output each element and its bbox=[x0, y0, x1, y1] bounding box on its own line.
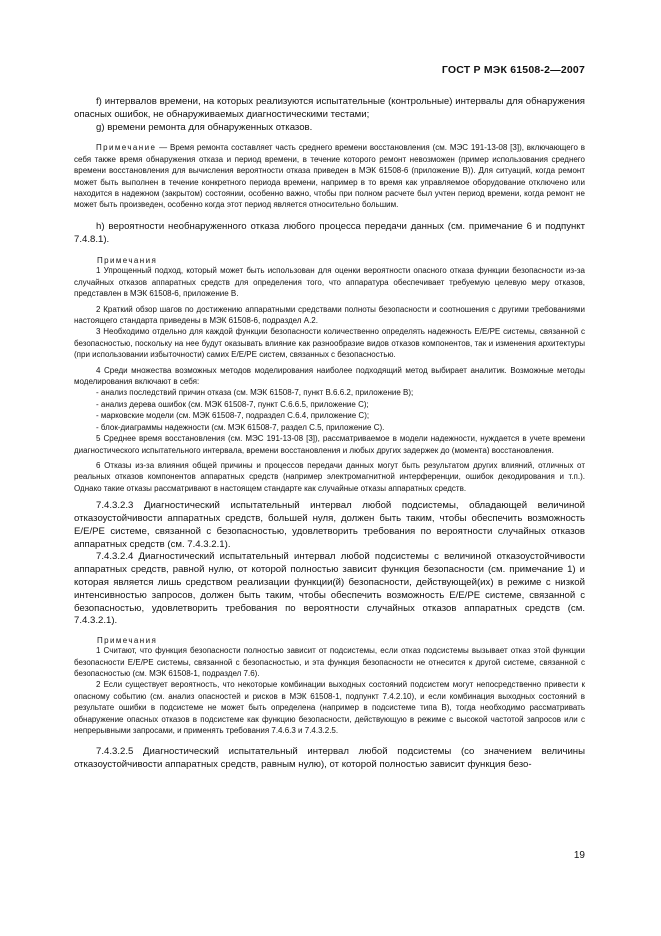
standard-header: ГОСТ Р МЭК 61508-2—2007 bbox=[441, 64, 585, 76]
method-item: - марковские модели (см. МЭК 61508-7, подраздел С.6.4, приложение С); bbox=[96, 411, 370, 421]
note-3: 3 Необходимо отдельно для каждой функции безопасности количественно определять надежность E/E/PE системы, связанной с безопасностью, поскольку на нее будут оказывать влияние как разнообразие видов отказов компонентов, так и изменения архитектуры (при использовании избыточности) самих E/E/PE систем, связанных с безопасностью. bbox=[74, 327, 585, 360]
note-1: 1 Упрощенный подход, который может быть использован для оценки вероятности опасного отказа функции безопасности из-за случайных отказов аппаратных средств для определения того, что аппаратура обеспечивает требуемую целевую меру отказов, представлен в МЭК 61508-6, приложение В. bbox=[74, 266, 585, 299]
repair-time-note bbox=[74, 142, 585, 210]
notes-heading: Примечания bbox=[97, 636, 158, 646]
item-f-paragraph: f) интервалов времени, на которых реализуются испытательные (контрольные) интервалы для обнаружения опасных ошибок, не обнаруживаемых диагностическими тестами; bbox=[74, 96, 585, 120]
note-text: — Время ремонта составляет часть среднего времени восстановления (см. МЭС 191-13-08 [3]), включающего в себя также время обнаружения отказа и период времени, в течение которого ремонт невозможен (пример использования среднего времени восстановления для вычисления вероятности отказа приведен в МЭК 61508-6 (приложение В)). Для ситуаций, когда ремонт может быть выполнен в течение конкретного периода времени, например в то время как управляемое оборудование отключено или находится в надежном (закрытом) состоянии, особенно важно, чтобы при полном расчете был учтен период времени, когда ремонт не может быть произведен, особенно когда этот период является относительно большим. bbox=[74, 143, 585, 210]
clause-7-4-3-2-4: 7.4.3.2.4 Диагностический испытательный интервал любой подсистемы с величиной отказоустойчивости аппаратных средств, равной нулю, от которой полностью зависит функция безопасности (см. примечание 1) и которая является лишь средством реализации функции(й) безопасности, действующей(их) в режиме с низкой интенсивностью запросов, должен быть таким, чтобы обеспечить возможность E/E/PE системе, связанной с безопасностью, удовлетворить требования по вероятности случайных отказов аппаратных средств (см. 7.4.3.2.1). bbox=[74, 551, 585, 627]
note-5: 5 Среднее время восстановления (см. МЭС 191-13-08 [3]), рассматриваемое в модели надежности, нуждается в учете времени диагностического испытательного интервала, времени восстановления и любых других задержек до (момента) восстановления. bbox=[74, 434, 585, 455]
note-2: 2 Если существует вероятность, что некоторые комбинации выходных состояний подсистем могут непосредственно привести к опасному событию (см. анализ опасностей и рисков в МЭК 61508-1, подпункт 7.4.2.10), и если комбинация выходных состояний в результате ошибки в подсистеме не может быть определена (например в подсистеме типа В), тогда необходимо рассматривать обнаружение опасных отказов в подсистеме как функцию безопасности, действующую в режиме с высокой частотой запросов или с непрерывными запросами, и применять требования 7.4.6.3 и 7.4.3.2.5. bbox=[74, 680, 585, 735]
item-h-paragraph: h) вероятности необнаруженного отказа любого процесса передачи данных (см. примечание 6 и подпункт 7.4.8.1). bbox=[74, 220, 585, 245]
page-number: 19 bbox=[573, 850, 585, 861]
note-4: 4 Среди множества возможных методов моделирования наиболее подходящий метод выбирает аналитик. Возможные методы моделирования включают в себя: bbox=[74, 365, 585, 387]
clause-7-4-3-2-3: 7.4.3.2.3 Диагностический испытательный интервал любой подсистемы, обладающей величиной отказоустойчивости аппаратных средств, большей нуля, должен быть таким, чтобы обеспечить возможность E/E/PE системе, связанной с безопасностью, удовлетворить требования по вероятности случайных отказов аппаратных средств (см. 7.4.3.2.1). bbox=[74, 500, 585, 550]
note-label: Примечание bbox=[96, 143, 157, 153]
page-body bbox=[74, 96, 585, 772]
item-g-paragraph: g) времени ремонта для обнаруженных отказов. bbox=[96, 121, 313, 133]
clause-7-4-3-2-5: 7.4.3.2.5 Диагностический испытательный интервал любой подсистемы (со значением величины отказоустойчивости аппаратных средств, равным нулю), от которой полностью зависит функция безо- bbox=[74, 746, 585, 771]
note-6: 6 Отказы из-за влияния общей причины и процессов передачи данных могут быть результатом других влияний, отличных от реальных отказов компонентов аппаратных средств (например электромагнитной интерференции, ошибок декодирования и т.п.). Однако такие отказы рассматривают в настоящем стандарте как случайные отказы аппаратных средств. bbox=[74, 460, 585, 493]
note-1: 1 Считают, что функция безопасности полностью зависит от подсистемы, если отказ подсистемы вызывает отказ этой функции безопасности E/E/PE системы, связанной с безопасностью, и эта функция безопасности не отнесится к другой системе, связанной с безопасностью (см. МЭК 61508-1, подраздел 7.6). bbox=[74, 646, 585, 678]
method-item: - анализ дерева ошибок (см. МЭК 61508-7, пункт С.6.6.5, приложение С); bbox=[96, 399, 369, 409]
note-2: 2 Краткий обзор шагов по достижению аппаратными средствами полноты безопасности и соотношения с другими требованиями настоящего стандарта приведены в МЭК 61508-6, подраздел А.2. bbox=[74, 304, 585, 326]
notes-heading: Примечания bbox=[97, 256, 158, 266]
method-item: - блок-диаграммы надежности (см. МЭК 61508-7, раздел С.5, приложение С). bbox=[96, 422, 385, 432]
method-item: - анализ последствий причин отказа (см. МЭК 61508-7, пункт В.6.6.2, приложение В); bbox=[96, 388, 414, 398]
